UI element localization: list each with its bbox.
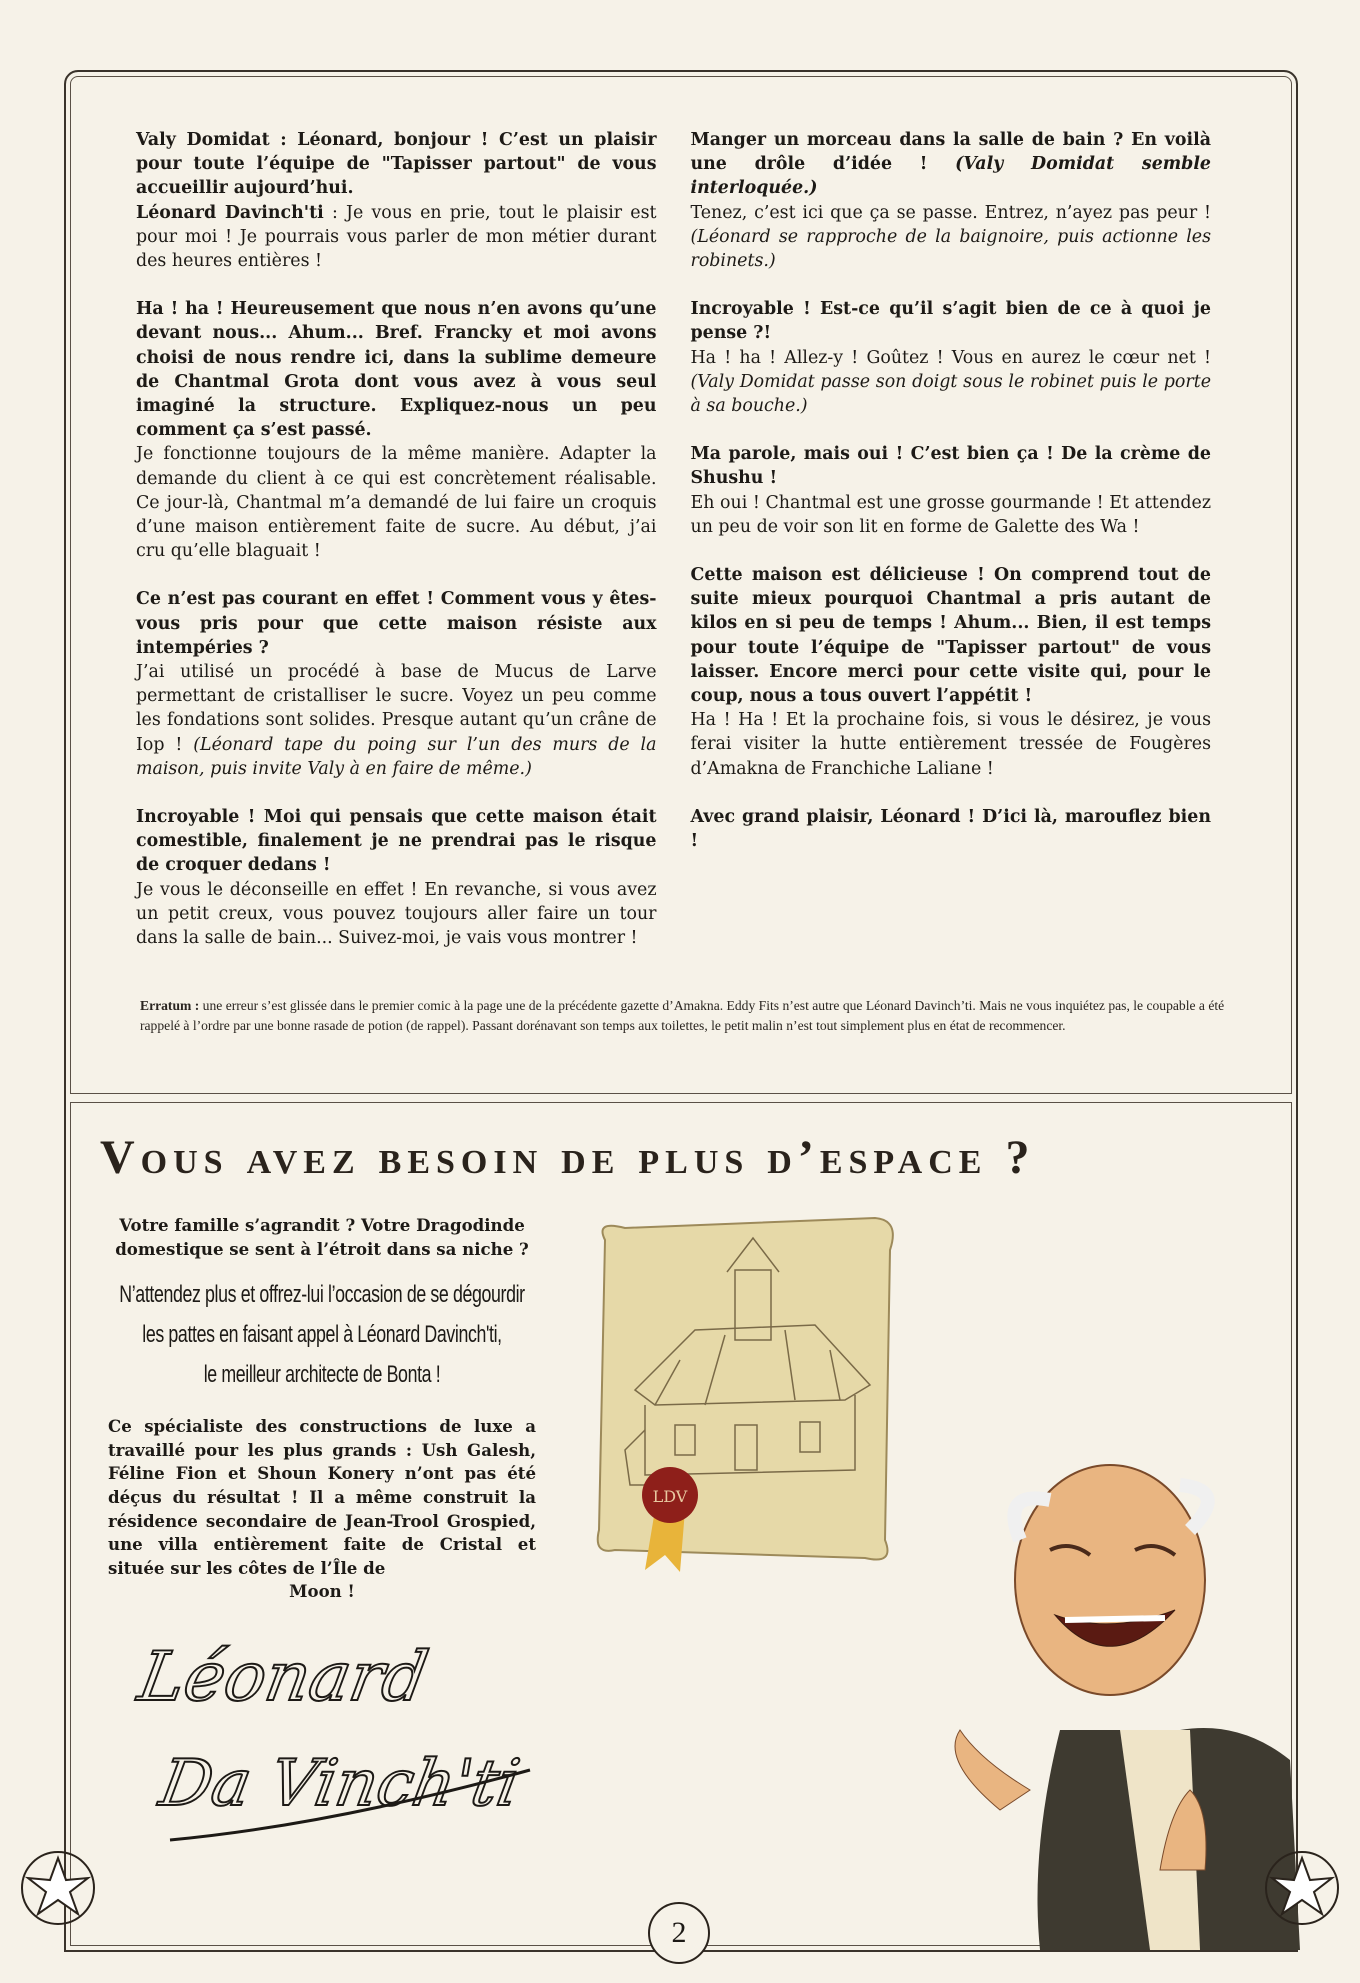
interview-paragraph	[136, 805, 657, 950]
svg-text:Da Vinch'ti: Da Vinch'ti	[154, 1746, 526, 1821]
advert-body: Ce spécialiste des constructions de luxe a travaillé pour les plus grands : Ush Galesh, Féline Fion et Shoun Konery n’ont pas été déçus du résultat ! Il a même construit la résidence secondaire de Jean-Trool Grospied, une villa entièrement faite de Cristal et située sur les côtes de l’Île de	[108, 1416, 536, 1578]
svg-text:Léonard: Léonard	[132, 1637, 434, 1717]
advert-slogan	[107, 1275, 536, 1395]
interview-paragraph	[136, 297, 657, 563]
answer-text: J’ai utilisé un procédé à base de Mucus de Larve permettant de cristalliser le sucre. Voyez un peu comme les fondations sont solides. Presque autant qu’un crâne de Iop !	[136, 662, 657, 755]
question-text: Incroyable ! Est-ce qu’il s’agit bien de ce à quoi je pense ?!	[690, 299, 1211, 344]
advert-body-end: Moon !	[289, 1581, 355, 1602]
question-text: Ha ! ha ! Heureusement que nous n’en avons qu’une devant nous... Ahum... Bref. Francky et moi avons choisi de nous rendre ici, dans la sublime demeure de Chantmal Grota dont vous avez à vous seul imaginé la structure. Expliquez-nous un peu comment ça s’est passé.	[136, 299, 657, 441]
question-text: Cette maison est délicieuse ! On comprend tout de suite mieux pourquoi Chantmal a pris autant de kilos en si peu de temps ! Ahum... Bien, il est temps pour toute l’équipe de "Tapisser partout" de vous laisser. Encore merci pour cette visite qui, pour le coup, nous a tous ouvert l’appétit !	[690, 565, 1211, 707]
flower-ornament-right	[1262, 1848, 1342, 1928]
interview-paragraph	[691, 805, 1212, 853]
advert-text	[108, 1214, 536, 1604]
stage-direction: (Léonard se rapproche de la baignoire, puis actionne les robinets.)	[690, 226, 1211, 272]
answer-text: Ha ! Ha ! Et la prochaine fois, si vous le désirez, je vous ferai visiter la hutte entièrement tressée de Fougères d’Amakna de Franchiche Laliane !	[690, 710, 1211, 779]
page-number: 2	[648, 1902, 710, 1964]
question-text: Ma parole, mais oui ! C’est bien ça ! De la crème de Shushu !	[690, 444, 1211, 489]
leonard-character	[940, 1430, 1310, 1950]
question-text: Valy Domidat : Léonard, bonjour ! C’est un plaisir pour toute l’équipe de "Tapisser partout" de vous accueillir aujourd’hui.	[136, 130, 657, 199]
question-text: Avec grand plaisir, Léonard ! D’ici là, marouflez bien !	[690, 806, 1211, 852]
interview-paragraph	[136, 587, 657, 781]
interview-paragraph	[691, 297, 1212, 418]
stage-direction: (Valy Domidat semble interloquée.)	[690, 154, 1212, 199]
svg-text:LDV: LDV	[652, 1487, 688, 1506]
advert-intro: Votre famille s’agrandit ? Votre Dragodinde domestique se sent à l’étroit dans sa niche ?	[115, 1215, 529, 1259]
answer-text: Je fonctionne toujours de la même manière. Adapter la demande du client à ce qui est concrètement réalisable. Ce jour-là, Chantmal m’a demandé de lui faire un croquis d’une maison entièrement faite de sucre. Au début, j’ai cru qu’elle blaguait !	[136, 444, 657, 562]
advert-title: Vous avez besoin de plus d’espace ?	[100, 1131, 1036, 1184]
answer-text: Eh oui ! Chantmal est une grosse gourmande ! Et attendez un peu de voir son lit en forme de Galette des Wa !	[690, 492, 1211, 537]
flower-ornament-left	[18, 1848, 98, 1928]
erratum-text: une erreur s’est glissée dans le premier comic à la page une de la précédente gazette d’Amakna. Eddy Fits n’est autre que Léonard Davinch’ti. Mais ne vous inquiétez pas, le coupable a été rappelé à l’ordre par une bonne rasade de potion (de rappel). Passant dorénavant son temps aux toilettes, le petit malin n’est tout simplement plus en état de recommencer.	[140, 998, 1225, 1033]
interview-paragraph	[691, 563, 1212, 781]
answer-text: Ha ! ha ! Allez-y ! Goûtez ! Vous en aurez le cœur net !	[690, 347, 1211, 368]
interview-paragraph	[136, 128, 657, 273]
question-text: Incroyable ! Moi qui pensais que cette maison était comestible, finalement je ne prendrai pas le risque de croquer dedans !	[136, 807, 657, 876]
slogan-line: N’attendez plus et offrez-lui l’occasion de se dégourdir	[119, 1281, 525, 1309]
erratum-note	[140, 996, 1225, 1036]
answer-text: Je vous le déconseille en effet ! En revanche, si vous avez un petit creux, vous pouvez toujours aller faire un tour dans la salle de bain... Suivez-moi, je vais vous montrer !	[136, 879, 657, 949]
stage-direction: (Valy Domidat passe son doigt sous le robinet puis le porte à sa bouche.)	[690, 371, 1211, 417]
question-text: Léonard Davinch'ti	[136, 202, 324, 223]
question-text: Ce n’est pas courant en effet ! Comment vous y êtes-vous pris pour que cette maison résiste aux intempéries ?	[136, 589, 657, 658]
erratum-label: Erratum :	[140, 998, 200, 1013]
question-text: Manger un morceau dans la salle de bain ? En voilà une drôle d’idée !	[690, 130, 1211, 175]
answer-text: Tenez, c’est ici que ça se passe. Entrez, n’ayez pas peur !	[690, 202, 1211, 223]
slogan-line: les pattes en faisant appel à Léonard Davinch'ti,	[142, 1321, 502, 1349]
interview-paragraph	[691, 128, 1212, 273]
signature	[130, 1620, 550, 1860]
stage-direction: (Léonard tape du poing sur l’un des murs de la maison, puis invite Valy à en faire de même.)	[136, 734, 657, 779]
interview-article	[136, 128, 1211, 960]
house-plan-parchment	[585, 1210, 905, 1580]
slogan-line: le meilleur architecte de Bonta !	[203, 1361, 441, 1389]
interview-paragraph	[691, 442, 1212, 539]
answer-text: : Je vous en prie, tout le plaisir est pour moi ! Je pourrais vous parler de mon métier durant des heures entières !	[136, 202, 657, 272]
